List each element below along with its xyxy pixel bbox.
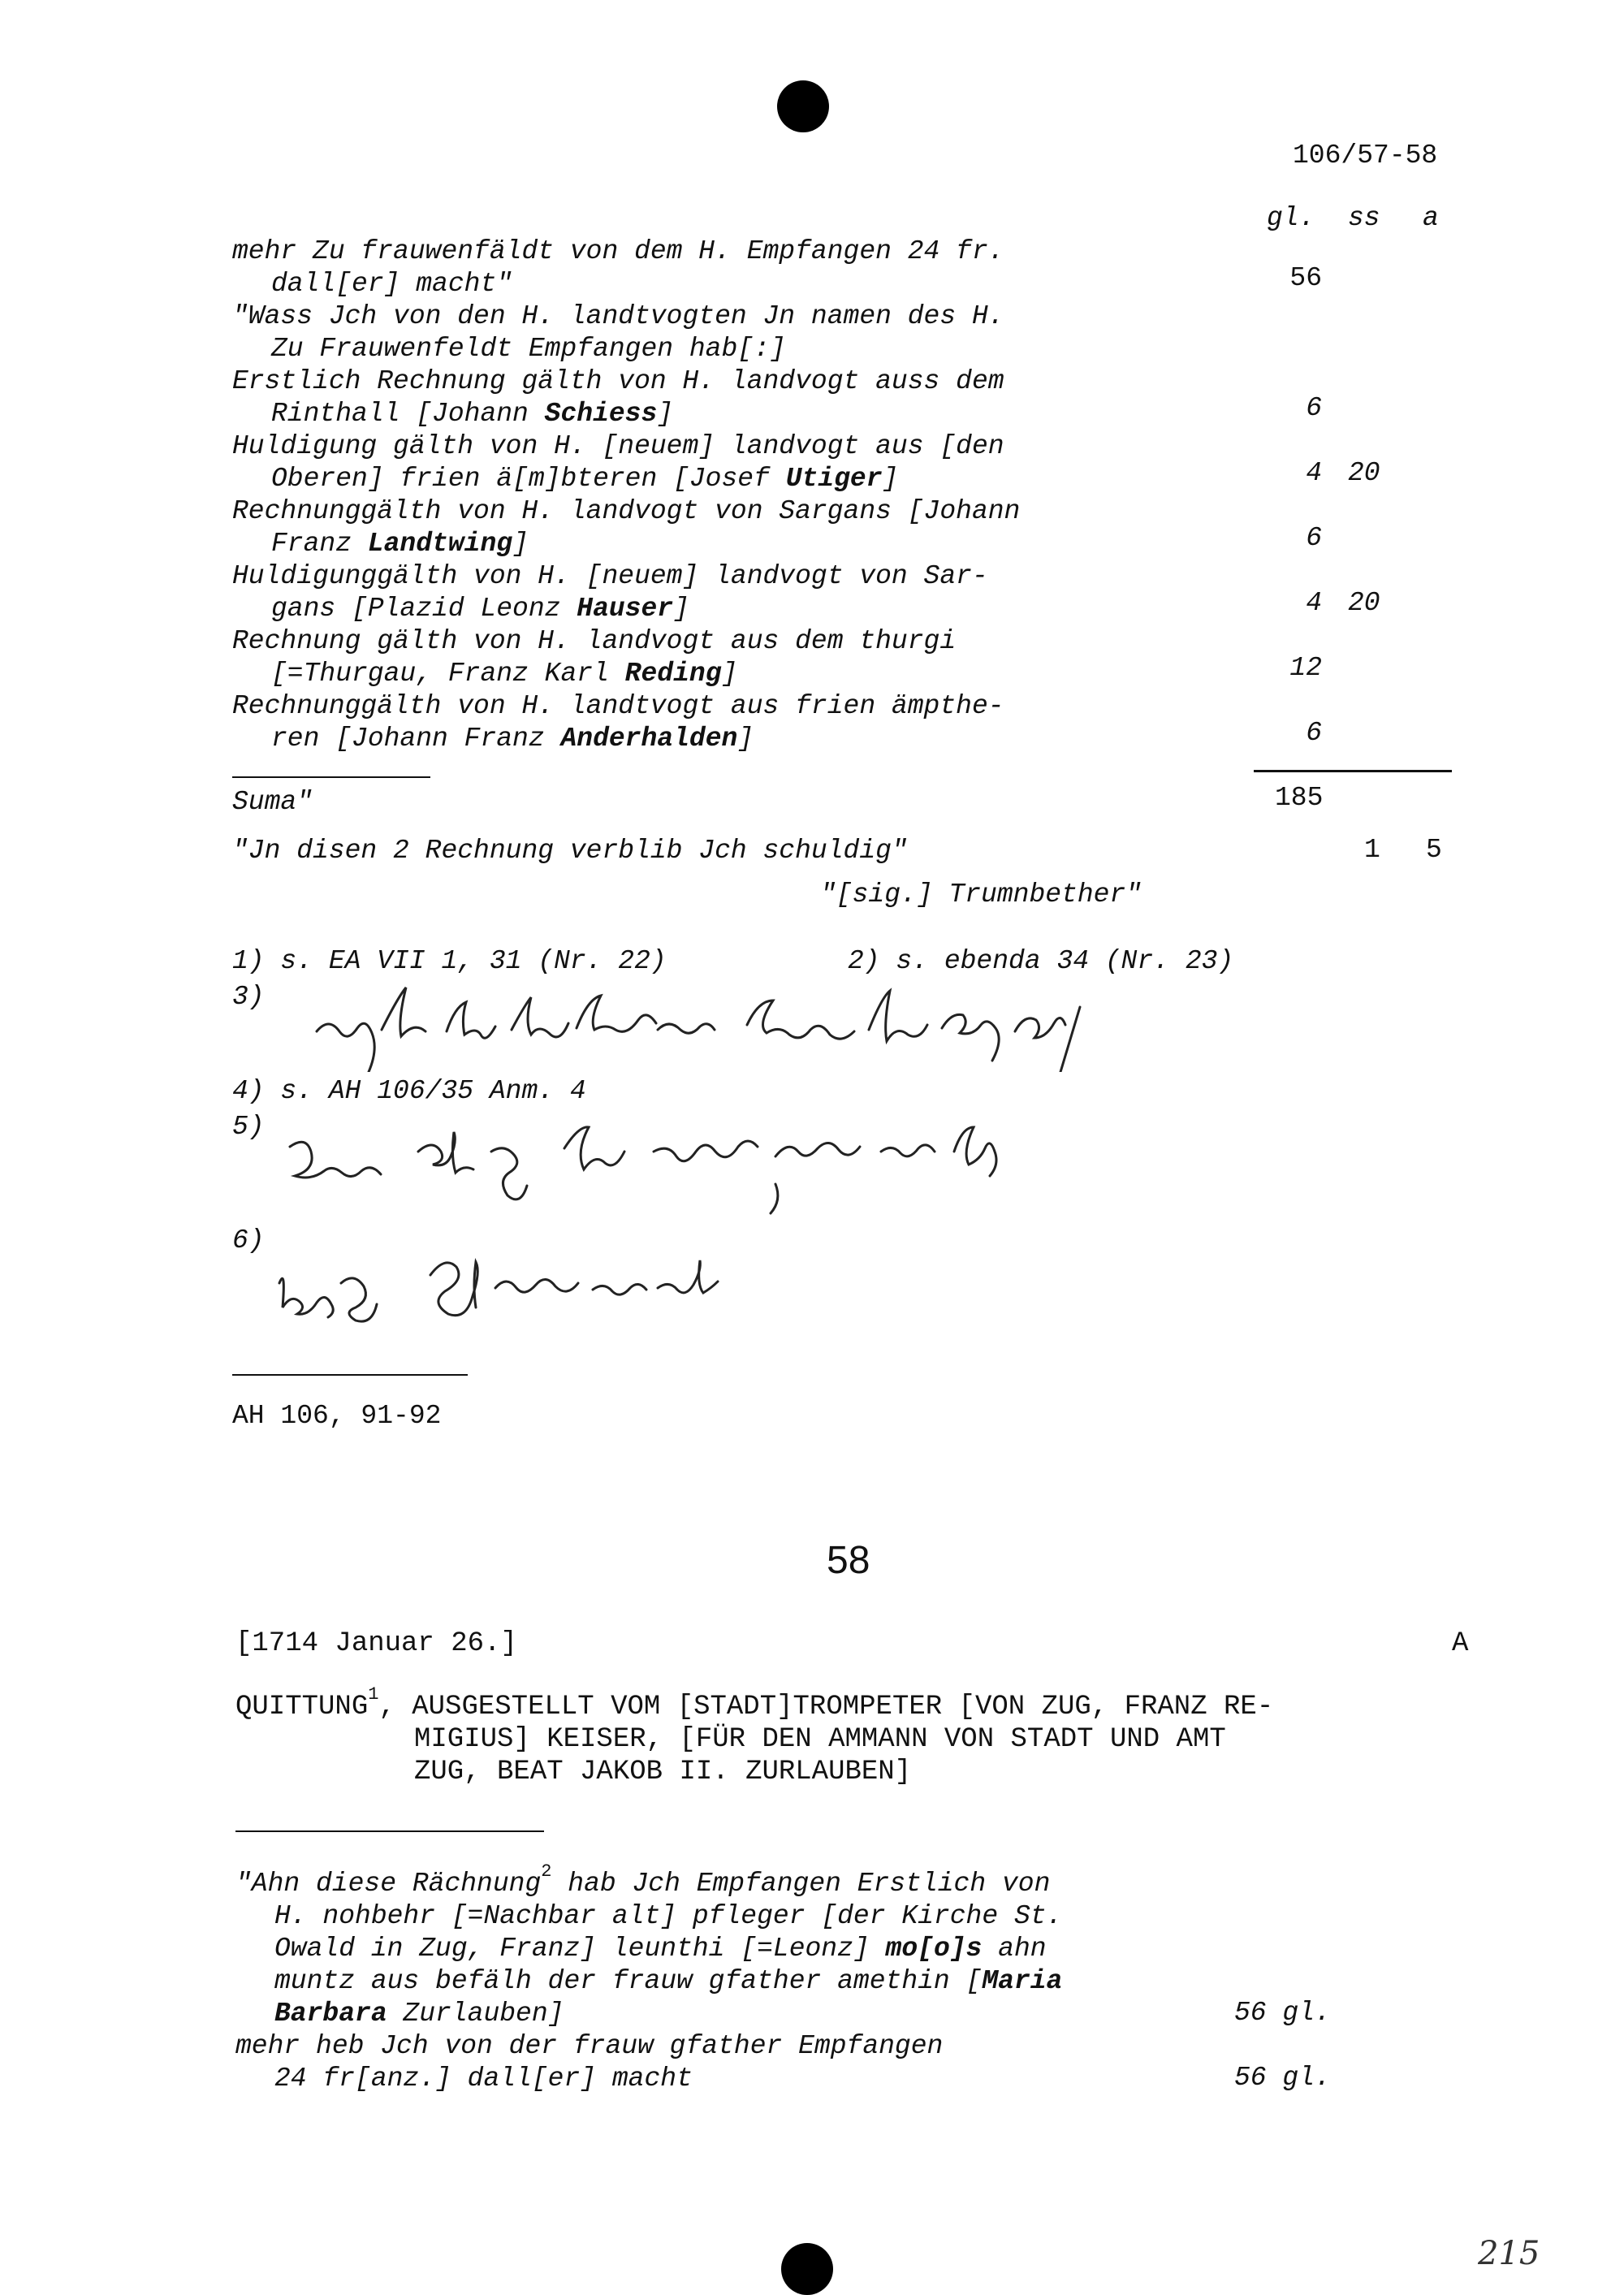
document-number: 58 — [827, 1539, 870, 1582]
entry-line-2 — [271, 268, 512, 300]
entry-amount-gl: 6 — [1306, 523, 1322, 553]
receipt-amount-1: 56 gl. — [1234, 1998, 1331, 2028]
receipt-footnote-marker: 2 — [541, 1861, 552, 1882]
entry-line-2 — [271, 528, 529, 560]
rule-receipt — [235, 1830, 544, 1832]
entry-text-close: ] — [882, 464, 899, 494]
entry-text-close: ] — [737, 724, 754, 754]
entry-person-name: Landtwing — [367, 529, 513, 559]
entry-amount-gl: 6 — [1306, 393, 1322, 423]
corner-page-mark: 215 — [1478, 2235, 1540, 2272]
entry-person-name: Hauser — [577, 594, 674, 624]
entry-line-2 — [271, 658, 737, 690]
entry-person-name: Anderhalden — [560, 724, 738, 754]
entry-line-1: Huldigung gälth von H. [neuem] landvogt aus [den — [232, 431, 1004, 461]
entry-text-close: ] — [721, 659, 738, 689]
document-heading-line-1 — [235, 1684, 1274, 1723]
receipt-line-6: mehr heb Jch von der frauw gfather Empfangen — [235, 2031, 944, 2061]
entry-line-2 — [271, 398, 673, 430]
receipt-text-cont: hab Jch Empfangen Erstlich von — [551, 1869, 1051, 1899]
entry-line-2 — [271, 333, 786, 365]
receipt-text: "Ahn diese Rächnung — [235, 1869, 542, 1899]
receipt-line-2: H. nohbehr [=Nachbar alt] pfleger [der Kirche St. — [274, 1901, 1063, 1931]
entry-line-1: "Wass Jch von den H. landtvogten Jn namen des H. — [232, 301, 1004, 331]
entry-text: ren [Johann Franz — [271, 724, 561, 754]
column-head-ss: ss — [1348, 203, 1380, 233]
receipt-line-5 — [274, 1998, 564, 2030]
debt-a: 5 — [1426, 835, 1442, 865]
debt-ss: 1 — [1364, 835, 1380, 865]
handwritten-footnote-6 — [268, 1251, 771, 1348]
receipt-line-4 — [274, 1965, 1062, 1998]
receipt-line-3-post: ahn — [982, 1934, 1047, 1964]
entry-line-1: Huldigunggälth von H. [neuem] landvogt von Sar- — [232, 561, 988, 591]
suma-label: Suma" — [232, 787, 313, 817]
heading-rest: , AUSGESTELLT VOM [STADT]TROMPETER [VON ZUG, FRANZ RE- — [378, 1692, 1274, 1722]
receipt-line-4-text: muntz aus befälh der frauw gfather amethin [ — [274, 1966, 983, 1996]
receipt-name-maria: Maria — [982, 1966, 1063, 1996]
rule-source — [232, 1374, 468, 1376]
rule-total-line — [1254, 770, 1452, 772]
entry-line-1: Rechnung gälth von H. landvogt aus dem thurgi — [232, 626, 957, 656]
entry-line-2 — [271, 593, 689, 625]
entry-amount-ss: 20 — [1348, 588, 1380, 618]
debt-line: "Jn disen 2 Rechnung verblib Jch schuldig" — [232, 836, 908, 866]
entry-text-close: ] — [673, 594, 689, 624]
document-marker: A — [1452, 1628, 1469, 1659]
entry-amount-gl: 12 — [1289, 653, 1322, 683]
entry-amount-ss: 20 — [1348, 458, 1380, 488]
receipt-line-7: 24 fr[anz.] dall[er] macht — [274, 2064, 693, 2094]
receipt-line-3 — [274, 1933, 1047, 1965]
receipt-line-1 — [235, 1861, 1051, 1900]
entry-amount-gl: 4 — [1306, 458, 1322, 488]
entry-amount-gl: 56 — [1289, 263, 1322, 293]
entry-person-name: Schiess — [544, 399, 658, 429]
punch-hole-top — [777, 80, 829, 132]
entry-text: Franz — [271, 529, 368, 559]
suma-gl: 185 — [1275, 783, 1324, 813]
punch-hole-bottom — [781, 2243, 833, 2295]
entry-line-1: Erstlich Rechnung gälth von H. landvogt auss dem — [232, 366, 1004, 396]
column-head-gl: gl. — [1267, 203, 1315, 233]
entry-text: Rinthall [Johann — [271, 399, 545, 429]
footnote-3: 3) — [232, 982, 265, 1012]
footnote-5: 5) — [232, 1112, 265, 1142]
heading-word: QUITTUNG — [235, 1692, 369, 1722]
entry-line-1: Rechnunggälth von H. landtvogt aus frien ämpthe- — [232, 691, 1004, 721]
receipt-line-5-post: Zurlauben] — [387, 1999, 564, 2029]
handwritten-footnote-3 — [309, 983, 1104, 1072]
footnote-2: 2) s. ebenda 34 (Nr. 23) — [848, 946, 1234, 976]
receipt-name-moos: mo[o]s — [885, 1934, 983, 1964]
document-date: [1714 Januar 26.] — [235, 1628, 517, 1659]
column-head-a: a — [1423, 203, 1439, 233]
entry-amount-gl: 6 — [1306, 718, 1322, 748]
entry-amount-gl: 4 — [1306, 588, 1322, 618]
entry-text: gans [Plazid Leonz — [271, 594, 577, 624]
entry-person-name: Reding — [624, 659, 722, 689]
entry-line-1: mehr Zu frauwenfäldt von dem H. Empfangen 24 fr. — [232, 236, 1004, 266]
rule-left-underline — [232, 776, 430, 778]
footnote-4: 4) s. AH 106/35 Anm. 4 — [232, 1076, 586, 1106]
entry-line-2 — [271, 463, 898, 495]
footnote-1: 1) s. EA VII 1, 31 (Nr. 22) — [232, 946, 667, 976]
receipt-line-3-text: Owald in Zug, Franz] leunthi [=Leonz] — [274, 1934, 886, 1964]
receipt-amount-2: 56 gl. — [1234, 2063, 1331, 2093]
entry-line-2 — [271, 723, 754, 755]
entry-text-close: ] — [512, 529, 529, 559]
document-heading-line-3: ZUG, BEAT JAKOB II. ZURLAUBEN] — [414, 1757, 912, 1787]
footnote-6: 6) — [232, 1225, 265, 1256]
entry-line-1: Rechnunggälth von H. landvogt von Sargans [Johann — [232, 496, 1021, 526]
handwritten-footnote-5 — [280, 1119, 1035, 1217]
source-reference: AH 106, 91-92 — [232, 1401, 442, 1431]
entry-text: dall[er] macht" — [271, 269, 513, 299]
entry-text: Oberen] frien ä[m]bteren [Josef — [271, 464, 786, 494]
entry-text-close: ] — [657, 399, 674, 429]
document-heading-line-2: MIGIUS] KEISER, [FÜR DEN AMMANN VON STADT UND AMT — [414, 1724, 1226, 1755]
signature: "[sig.] Trumnbether" — [820, 880, 1142, 910]
entry-text: [=Thurgau, Franz Karl — [271, 659, 625, 689]
page-reference: 106/57-58 — [1293, 140, 1438, 171]
receipt-name-barbara: Barbara — [274, 1999, 387, 2029]
entry-person-name: Utiger — [785, 464, 883, 494]
entry-text: Zu Frauwenfeldt Empfangen hab[:] — [271, 334, 786, 364]
heading-footnote-marker: 1 — [368, 1684, 379, 1705]
